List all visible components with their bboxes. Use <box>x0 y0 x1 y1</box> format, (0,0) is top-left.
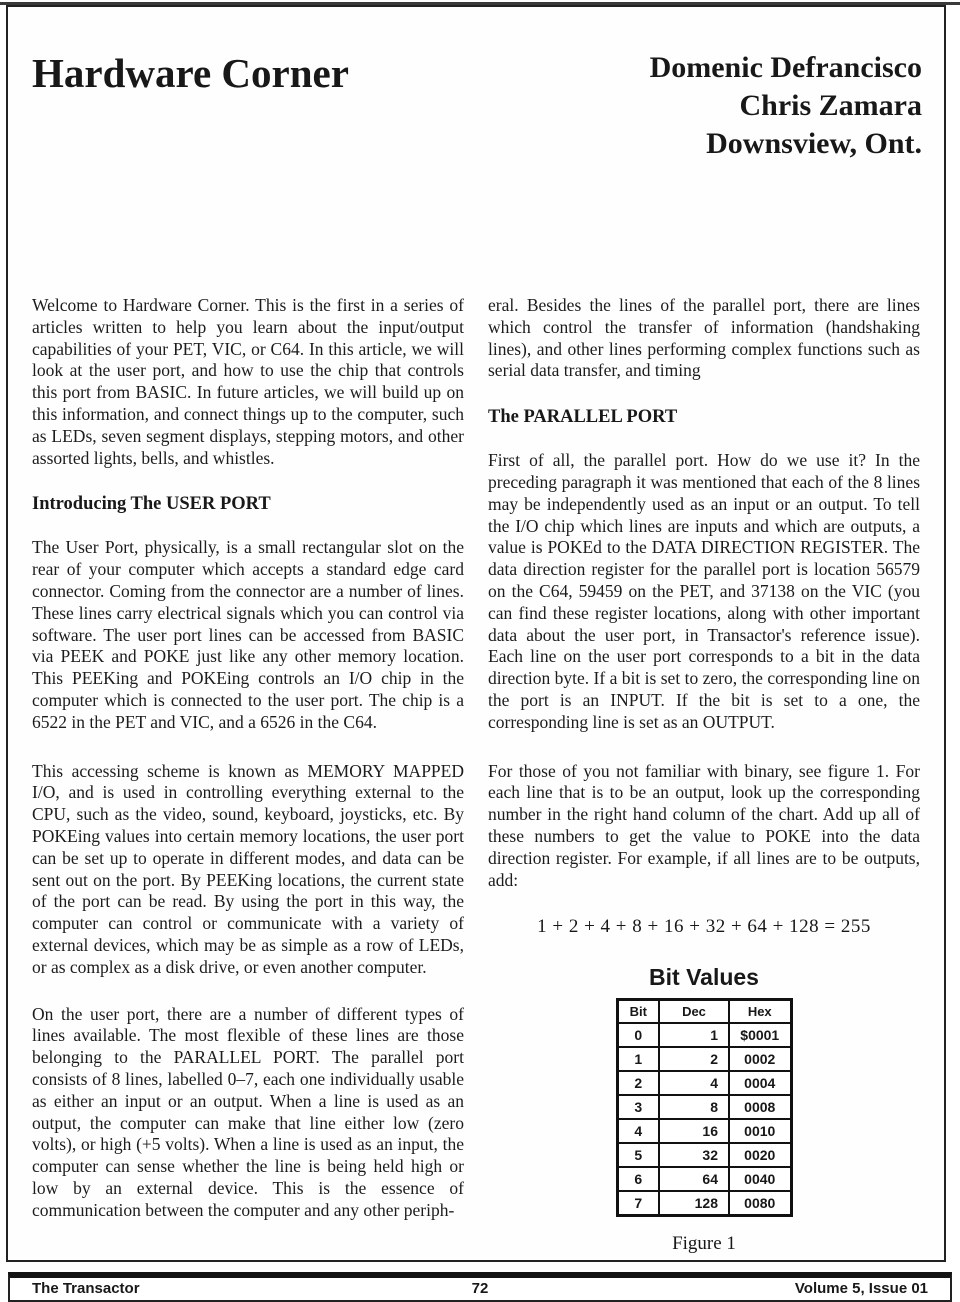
table-cell: 0004 <box>729 1071 791 1095</box>
article-title: Hardware Corner <box>32 50 349 96</box>
paragraph: eral. Besides the lines of the parallel port, there are lines which control the transfer of information (handshaking lines), and other lines performing complex functions such as serial data transfer, and timing <box>488 295 920 381</box>
table-header-row <box>617 1000 791 1024</box>
figure-title: Bit Values <box>649 964 759 991</box>
table-cell: 6 <box>617 1167 659 1191</box>
table-cell: 0002 <box>729 1047 791 1071</box>
table-header-cell: Hex <box>729 1000 791 1024</box>
article-header <box>32 49 922 163</box>
table-cell: 0010 <box>729 1119 791 1143</box>
table-cell: 4 <box>617 1119 659 1143</box>
table-cell: $0001 <box>729 1023 791 1047</box>
footer-page-number: 72 <box>471 1280 489 1297</box>
table-cell: 3 <box>617 1095 659 1119</box>
table-row <box>617 1143 791 1167</box>
figure-caption: Figure 1 <box>672 1233 736 1255</box>
table-cell: 8 <box>659 1095 729 1119</box>
byline-author-2: Chris Zamara <box>739 89 922 122</box>
table-cell: 0 <box>617 1023 659 1047</box>
magazine-page <box>6 5 946 1262</box>
table-header-cell: Dec <box>659 1000 729 1024</box>
paragraph: First of all, the parallel port. How do we use it? In the preceding paragraph it was mentioned that each of the 8 lines may be independently used as an input or an output. To tell the I/O chip which lines are inputs and which are outputs, a value is POKEd to the DATA DIRECTION REGISTER. The data direction register for the parallel port is location 56579 on the C64, 59459 on the PET, and 37138 on the VIC (you can find these register locations, along with other important data about the user port, in Transactor's reference issue). Each line on the user port corresponds to a bit in the data direction byte. If a bit is set to zero, the corresponding line on the port is an INPUT. If the bit is set to a one, the corresponding line is set as an OUTPUT. <box>488 450 920 732</box>
table-cell: 0080 <box>729 1191 791 1216</box>
paragraph: This accessing scheme is known as MEMORY MAPPED I/O, and is used in controlling everything external to the CPU, such as the video, sound, keyboard, joysticks, etc. By POKEing values into certain memory locations, the user port can be set up to operate in different modes, and data can be sent out on the port. By PEEKing locations, the current state of the port can be read. By using the port in this way, the computer can control or communicate with a variety of external devices, which may be as simple as a row of LEDs, or as complex as a disk drive, or even another computer. <box>32 760 464 977</box>
table-cell: 128 <box>659 1191 729 1216</box>
table-cell: 2 <box>659 1047 729 1071</box>
paragraph: Welcome to Hardware Corner. This is the first in a series of articles written to help you learn about the input/output capabilities of your PET, VIC, or C64. In this article, we will look at the user port, and how to use the chip that controls this port from BASIC. In future articles, we will build up on this information, and connect things up to the computer, such as LEDs, seven segment displays, stepping motors, and other assorted lights, bells, and whistles. <box>32 295 464 468</box>
table-cell: 5 <box>617 1143 659 1167</box>
table-cell: 32 <box>659 1143 729 1167</box>
table-header-cell: Bit <box>617 1000 659 1024</box>
table-row <box>617 1047 791 1071</box>
paragraph: The User Port, physically, is a small rectangular slot on the rear of your computer which accepts a standard edge card connector. Coming from the connector are a number of lines. These lines carry electrical signals which you can control via software. The user port lines can be accessed from BASIC via PEEK and POKE just like any other memory location. This PEEKing and POKEing controls an I/O chip in the computer which is connected to the user port. The chip is a 6522 in the PET and VIC, and a 6526 in the C64. <box>32 537 464 732</box>
byline <box>650 49 922 163</box>
table-cell: 7 <box>617 1191 659 1216</box>
table-cell: 2 <box>617 1071 659 1095</box>
section-heading-user-port: Introducing The USER PORT <box>32 494 271 515</box>
footer-magazine-name: The Transactor <box>32 1280 140 1297</box>
table-cell: 0008 <box>729 1095 791 1119</box>
bit-values-table <box>616 998 793 1217</box>
table-cell: 0020 <box>729 1143 791 1167</box>
table-cell: 64 <box>659 1167 729 1191</box>
figure-1 <box>488 964 920 1255</box>
table-row <box>617 1023 791 1047</box>
paragraph: On the user port, there are a number of different types of lines available. The most flexible of these lines are those belonging to the PARALLEL PORT. The parallel port consists of 8 lines, labelled 0–7, each one individually usable as either an input or an output. When a line is used as an output, the computer can make that line either low (zero volts), or high (+5 volts). When a line is used as an input, the computer can sense whether the line is being held high or low by an external device. This is the essence of communication between the computer and any other periph- <box>32 1003 464 1220</box>
table-row <box>617 1191 791 1216</box>
table-row <box>617 1095 791 1119</box>
table-cell: 0040 <box>729 1167 791 1191</box>
bit-sum-equation: 1 + 2 + 4 + 8 + 16 + 32 + 64 + 128 = 255 <box>537 916 871 938</box>
byline-location: Downsview, Ont. <box>706 127 922 160</box>
table-cell: 1 <box>617 1047 659 1071</box>
byline-author-1: Domenic Defrancisco <box>649 51 922 84</box>
page-footer <box>8 1272 952 1302</box>
left-column <box>32 295 464 1255</box>
table-row <box>617 1119 791 1143</box>
table-row <box>617 1167 791 1191</box>
table-cell: 4 <box>659 1071 729 1095</box>
table-cell: 1 <box>659 1023 729 1047</box>
article-body <box>32 295 920 1255</box>
paragraph: For those of you not familiar with binary, see figure 1. For each line that is to be an output, look up the corresponding number in the right hand column of the chart. Add up all of these numbers to get the value to POKE into the data direction register. For example, if all lines are to be outputs, add: <box>488 760 920 890</box>
table-row <box>617 1071 791 1095</box>
section-heading-parallel-port: The PARALLEL PORT <box>488 407 678 428</box>
footer-issue: Volume 5, Issue 01 <box>794 1280 929 1297</box>
right-column <box>488 295 920 1255</box>
table-cell: 16 <box>659 1119 729 1143</box>
